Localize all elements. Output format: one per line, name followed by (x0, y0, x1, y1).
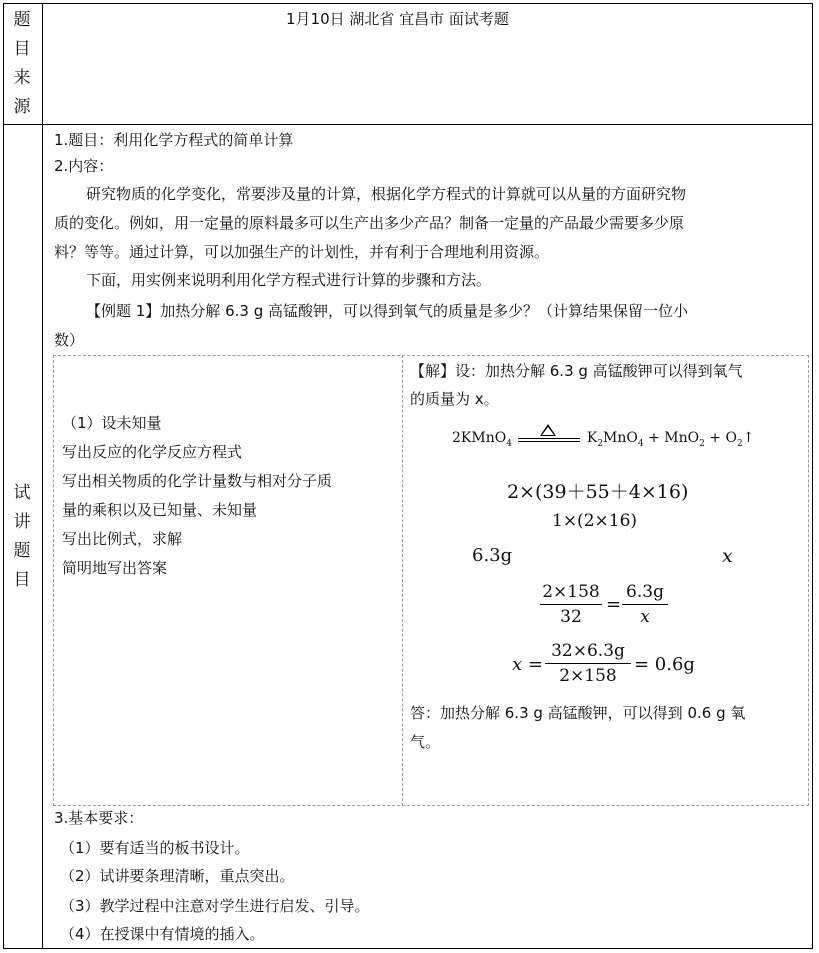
gas-arrow: ↑ (742, 430, 755, 446)
subscript: 4 (637, 438, 644, 449)
solution-intro-line: 的质量为 x。 (410, 390, 499, 408)
inner-column-divider (402, 355, 403, 806)
x-result: = 0.6g (634, 654, 695, 675)
fraction-bar (622, 604, 668, 605)
product: MnO (603, 430, 638, 446)
content-paragraph-line: 料？等等。通过计算，可以加强生产的计划性，并有利于合理地利用资源。 (54, 243, 550, 261)
example-question-line: 【例题 1】加热分解 6.3 g 高锰酸钾，可以得到氧气的质量是多少？（计算结果保留一位小 (86, 302, 688, 320)
table-left-border (3, 3, 4, 949)
heat-arrow (518, 430, 580, 446)
table-right-border (812, 3, 813, 949)
topic-title: 1.题目：利用化学方程式的简单计算 (54, 131, 294, 149)
fraction-bar (540, 604, 602, 605)
relative-mass-kmno4: 2×(39＋55＋4×16) (507, 481, 689, 503)
product: K (586, 430, 598, 446)
unknown-mass: x (722, 545, 733, 567)
product: + O (704, 430, 737, 446)
content-paragraph-line: 质的变化。例如，用一定量的原料最多可以生产出多少产品？制备一定量的产品最少需要多少原 (54, 214, 685, 232)
requirement-item: （3）教学过程中注意对学生进行启发、引导。 (60, 897, 370, 915)
exam-source-title: 1月10日 湖北省 宜昌市 面试考题 (286, 10, 509, 28)
product: + MnO (643, 430, 700, 446)
solution-intro-line: 【解】设：加热分解 6.3 g 高锰酸钾可以得到氧气 (410, 362, 743, 380)
requirement-item: （4）在授课中有情境的插入。 (60, 925, 265, 943)
chemical-equation (452, 430, 754, 449)
source-label-char: 源 (13, 97, 31, 117)
row-divider (3, 124, 813, 125)
solve-fraction (545, 641, 631, 686)
topic-label-char: 讲 (13, 512, 31, 532)
relative-mass-o2: 1×(2×16) (552, 511, 638, 531)
step-line: 写出相关物质的化学计量数与相对分子质 (62, 472, 333, 490)
step-line: 写出反应的化学反应方程式 (62, 443, 243, 461)
content-paragraph-2: 下面，用实例来说明利用化学方程式进行计算的步骤和方法。 (86, 271, 492, 289)
answer-line: 气。 (410, 733, 441, 751)
subscript: 2 (699, 438, 705, 449)
requirement-item: （2）试讲要条理清晰，重点突出。 (60, 867, 295, 885)
fraction-bar (545, 663, 631, 664)
source-label-char: 题 (13, 10, 31, 30)
delta-icon-inner (542, 427, 554, 435)
x-equals: x = (512, 654, 543, 675)
requirement-item: （1）要有适当的板书设计。 (60, 839, 250, 857)
ratio-left-fraction (540, 582, 602, 627)
table-bottom-border (3, 948, 813, 949)
numerator: 2×158 (542, 582, 600, 602)
content-heading: 2.内容： (54, 157, 114, 175)
subscript: 4 (506, 438, 512, 449)
arrow-line-top (518, 438, 580, 439)
content-paragraph-line: 研究物质的化学变化，常要涉及量的计算，根据化学方程式的计算就可以从量的方面研究物 (86, 185, 687, 203)
topic-label-char: 试 (13, 483, 31, 503)
numerator: 32×6.3g (551, 641, 625, 661)
reactant: 2KMnO (452, 430, 507, 446)
step-line: 写出比例式，求解 (62, 530, 183, 548)
topic-label-char: 目 (13, 570, 31, 590)
subscript: 2 (597, 438, 604, 449)
source-label-char: 目 (13, 39, 31, 59)
arrow-line-bottom (518, 441, 580, 442)
numerator: 6.3g (626, 582, 664, 602)
source-label-char: 来 (13, 68, 31, 88)
ratio-right-fraction (622, 582, 668, 627)
answer-line: 答：加热分解 6.3 g 高锰酸钾，可以得到 0.6 g 氧 (410, 704, 746, 722)
equals-sign: = (606, 594, 622, 615)
denominator: 2×158 (559, 666, 617, 686)
step-line: 量的乘积以及已知量、未知量 (62, 501, 258, 519)
subscript: 2 (736, 438, 743, 449)
step-line: 简明地写出答案 (62, 559, 168, 577)
example-question-line: 数） (54, 331, 85, 349)
topic-label-char: 题 (13, 541, 31, 561)
table-top-border (3, 3, 813, 4)
denominator: x (640, 607, 650, 627)
requirements-heading: 3.基本要求： (54, 809, 144, 827)
known-mass: 6.3g (472, 545, 513, 566)
step-line: （1）设未知量 (62, 414, 162, 432)
label-column-divider (42, 3, 43, 949)
denominator: 32 (560, 607, 582, 627)
